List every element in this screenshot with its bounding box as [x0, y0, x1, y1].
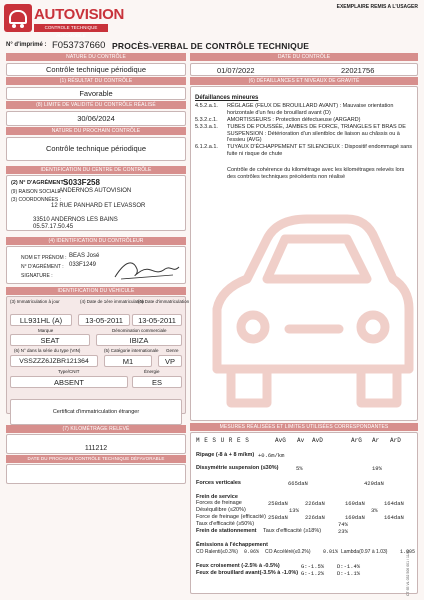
- control-nature-header: NATURE DU CONTRÔLE: [6, 53, 186, 61]
- ripage-value: +0.6m/km: [258, 452, 285, 459]
- center-box: [6, 175, 186, 231]
- watermark-car-icon: [197, 179, 415, 414]
- control-nature: Contrôle technique périodique: [6, 63, 186, 76]
- center-address: 12 RUE PANHARD ET LEVASSOR: [51, 203, 146, 209]
- next-unfavorable-header: DATE DU PROCHAIN CONTRÔLE TECHNIQUE DÉFAVORABLE: [6, 455, 186, 463]
- vehicle-make: SEAT: [10, 334, 90, 346]
- parking-rate: 23%: [338, 528, 348, 535]
- vehicle-vin: VSSZZZ6JZBR121364: [10, 355, 98, 367]
- low-beam-right: D:-1.4%: [337, 563, 361, 570]
- make-label: Marque: [38, 328, 54, 333]
- controller-name-label: NOM ET PRÉNOM :: [21, 255, 67, 261]
- imbalance-rear: 3%: [371, 507, 378, 514]
- signature-label: SIGNATURE :: [21, 273, 53, 279]
- center-phone: 05.57.17.50.45: [33, 224, 74, 230]
- efficiency-force: 226daN: [305, 514, 325, 521]
- ripage-label: Ripage (-8 à + 8 m/km): [196, 452, 255, 458]
- model-label: Dénomination commerciale: [112, 328, 167, 333]
- center-name-label: (9) RAISON SOCIALE :: [11, 189, 64, 195]
- genre-label: Genre: [166, 348, 179, 353]
- date-box: [190, 63, 418, 76]
- col-ard: ArD: [390, 437, 401, 444]
- lambda-label: Lambda(0.97 à 1.03): [341, 549, 388, 555]
- defect-text: TUYAUX D'ÉCHAPPEMENT ET SILENCIEUX : Dispositif endommagé sans fuite ni risque de chute: [227, 144, 413, 157]
- co-accel-label: CO Accéléré(≤0.2%): [265, 549, 311, 555]
- brake-force: 226daN: [305, 500, 325, 507]
- service-brake-title: Frein de service: [196, 494, 238, 500]
- center-coords-label: (3) COORDONNÉES :: [11, 197, 62, 203]
- col-arg: ArG: [351, 437, 362, 444]
- defect-code: 5.3.2.c.1.: [195, 117, 218, 123]
- vin-label: (6) N° dans la série du type (VIN): [14, 348, 81, 353]
- imbalance-front: 13%: [289, 507, 299, 514]
- autovision-logo: [4, 2, 125, 38]
- col-avd: AvD: [312, 437, 323, 444]
- dissymetry-label: Dissymétrie suspension (≤30%): [196, 465, 279, 471]
- print-number: F053737660: [52, 40, 106, 51]
- vehicle-header: IDENTIFICATION DU VÉHICULE: [6, 287, 186, 295]
- next-unfavorable-box: [6, 464, 186, 484]
- mileage-note: Contrôle de cohérence du kilométrage avec les kilométrages relevés lors des contrôles techniques précédents non réalisé: [227, 167, 405, 180]
- controller-agreement-label: N° D'AGRÉMENT :: [21, 264, 64, 270]
- brake-forces-label: Forces de freinage: [196, 500, 242, 506]
- parking-brake-label: Frein de stationnement: [196, 528, 257, 534]
- fog-light-label: Feux de brouillard avant(-3.5% à -1.0%): [196, 570, 299, 576]
- validity-header: (8) LIMITE DE VALIDITÉ DU CONTRÔLE RÉALISÉ: [6, 101, 186, 109]
- efficiency-rate: 74%: [338, 521, 348, 528]
- defect-code: 4.5.2.a.1.: [195, 103, 218, 109]
- center-agreement: S033F258: [63, 178, 100, 187]
- emissions-title: Émissions à l'échappement: [196, 542, 268, 548]
- first-registration-date: 13-05-2011: [78, 314, 130, 326]
- category-label: (5) Catégorie internationale: [104, 348, 159, 353]
- defect-text: TUBES DE POUSSÉE, JAMBES DE FORCE, TRIANGLES ET BRAS DE SUSPENSION : Détérioration d'un silentbloc de liaison au châssis ou à l'essieu (AVG): [227, 124, 406, 143]
- fog-light-right: D:-1.1%: [337, 570, 361, 577]
- imbalance-label: Déséquilibre (≤20%): [196, 507, 246, 513]
- controller-name: BEAS José: [69, 253, 100, 259]
- print-number-label: N° d'imprimé :: [6, 42, 47, 48]
- center-city: 33510 ANDERNOS LES BAINS: [33, 217, 118, 223]
- defect-text: RÉGLAGE (FEUX DE BROUILLARD AVANT) : Mauvaise orientation horizontale d'un feu de brouillard avant (D): [227, 103, 394, 116]
- co-idle-value: 0.06%: [244, 549, 260, 555]
- col-ar: Ar: [372, 437, 380, 444]
- co-accel-value: 0.01%: [323, 549, 339, 555]
- vertical-forces-front: 665daN: [288, 480, 308, 487]
- vehicle-type: ABSENT: [10, 376, 128, 388]
- validity-date: 30/06/2024: [6, 111, 186, 126]
- logo-emblem: [4, 4, 32, 32]
- low-beam-label: Feux croisement (-2.5% à -0.5%): [196, 563, 280, 569]
- defects-box: [190, 86, 418, 421]
- col-av: Av: [297, 437, 305, 444]
- mileage-value: 111212: [84, 445, 108, 452]
- col-avg: AvG: [275, 437, 286, 444]
- controller-agreement: 033F1249: [69, 262, 97, 268]
- efficiency-force: 169daN: [345, 514, 365, 521]
- efficiency-rate-label: Taux d'efficacité (≥50%): [196, 521, 255, 527]
- energy-label: Énergie: [144, 369, 160, 374]
- vehicle-category: M1: [104, 355, 152, 367]
- vehicle-energy: ES: [132, 376, 182, 388]
- co-idle-label: CO Ralenti(≤0.3%): [196, 549, 238, 555]
- registration-date: 13-05-2011: [132, 314, 182, 326]
- next-control-header: NATURE DU PROCHAIN CONTRÔLE: [6, 127, 186, 135]
- dissymetry-rear: 19%: [372, 465, 382, 472]
- fog-light-left: G:-1.2%: [301, 570, 325, 577]
- efficiency-force: 164daN: [384, 514, 404, 521]
- next-control-nature: Contrôle technique périodique: [6, 137, 186, 161]
- control-result: Favorable: [6, 87, 186, 100]
- type-label: Type/CNIT: [58, 369, 80, 374]
- parking-rate-label: Taux d'efficacité (≥18%): [263, 528, 322, 534]
- lambda-value: 1.005: [400, 549, 416, 555]
- document-title: PROCÈS-VERBAL DE CONTRÔLE TECHNIQUE: [112, 41, 310, 51]
- signature-mark: [111, 257, 181, 283]
- vehicle-genre: VP: [158, 355, 182, 367]
- defects-header: (6) DÉFAILLANCES ET NIVEAUX DE GRAVITÉ: [190, 77, 418, 85]
- brake-force: 169daN: [345, 500, 365, 507]
- reg-date-label: (5) Date d'immatriculation: [138, 299, 190, 304]
- date-header: DATE DU CONTRÔLE: [190, 53, 418, 61]
- control-number: 22021756: [341, 66, 375, 75]
- result-header: (1) RÉSULTAT DU CONTRÔLE: [6, 77, 186, 85]
- center-agreement-label: (2) N° D'AGRÉMENT :: [11, 180, 68, 186]
- measures-header: MESURES RÉALISÉES ET LIMITES UTILISÉES CORRESPONDANTES: [190, 423, 418, 431]
- vehicle-model: IBIZA: [96, 334, 182, 346]
- defect-text: AMORTISSEURS : Protection défectueuse (ARGARD): [227, 117, 361, 123]
- controller-header: (4) IDENTIFICATION DU CONTRÔLEUR: [6, 237, 186, 245]
- low-beam-left: G:-1.5%: [301, 563, 325, 570]
- vertical-forces-label: Forces verticales: [196, 480, 241, 486]
- reg-label: (3) Immatriculation à jour: [10, 299, 60, 304]
- mileage-header: (7) KILOMÉTRAGE RELEVÉ: [6, 425, 186, 433]
- registration-document: Certificat d'immatriculation étranger: [10, 399, 182, 425]
- controller-box: [6, 246, 186, 284]
- efficiency-force: 258daN: [268, 514, 288, 521]
- defect-code: 6.1.2.a.1.: [195, 144, 218, 150]
- logo-subtitle: CONTROLE TECHNIQUE AUTOMOBILE: [34, 24, 108, 32]
- defect-code: 5.3.3.a.1.: [195, 124, 218, 130]
- center-name: ANDERNOS AUTOVISION: [59, 188, 132, 194]
- measures-title: M E S U R E S: [196, 437, 250, 444]
- dissymetry-front: 5%: [296, 465, 303, 472]
- center-header: IDENTIFICATION DU CENTRE DE CONTRÔLE: [6, 166, 186, 174]
- registration: LL931HL (A): [10, 314, 72, 326]
- brake-force: 164daN: [384, 500, 404, 507]
- side-reference: CT 65 VL 032 506 001 / 11/21: [406, 549, 410, 596]
- logo-name: AUTOVISION: [34, 6, 125, 23]
- first-reg-label: (4) Date de 1ère immatriculation: [80, 299, 145, 304]
- efficiency-force-label: Force de freinage (efficacité): [196, 514, 266, 520]
- defects-title: Défaillances mineures: [195, 95, 259, 101]
- vertical-forces-rear: 429daN: [364, 480, 384, 487]
- control-date: 01/07/2022: [217, 66, 255, 75]
- brake-force: 258daN: [268, 500, 288, 507]
- copy-note: EXEMPLAIRE REMIS A L'USAGER: [336, 4, 418, 10]
